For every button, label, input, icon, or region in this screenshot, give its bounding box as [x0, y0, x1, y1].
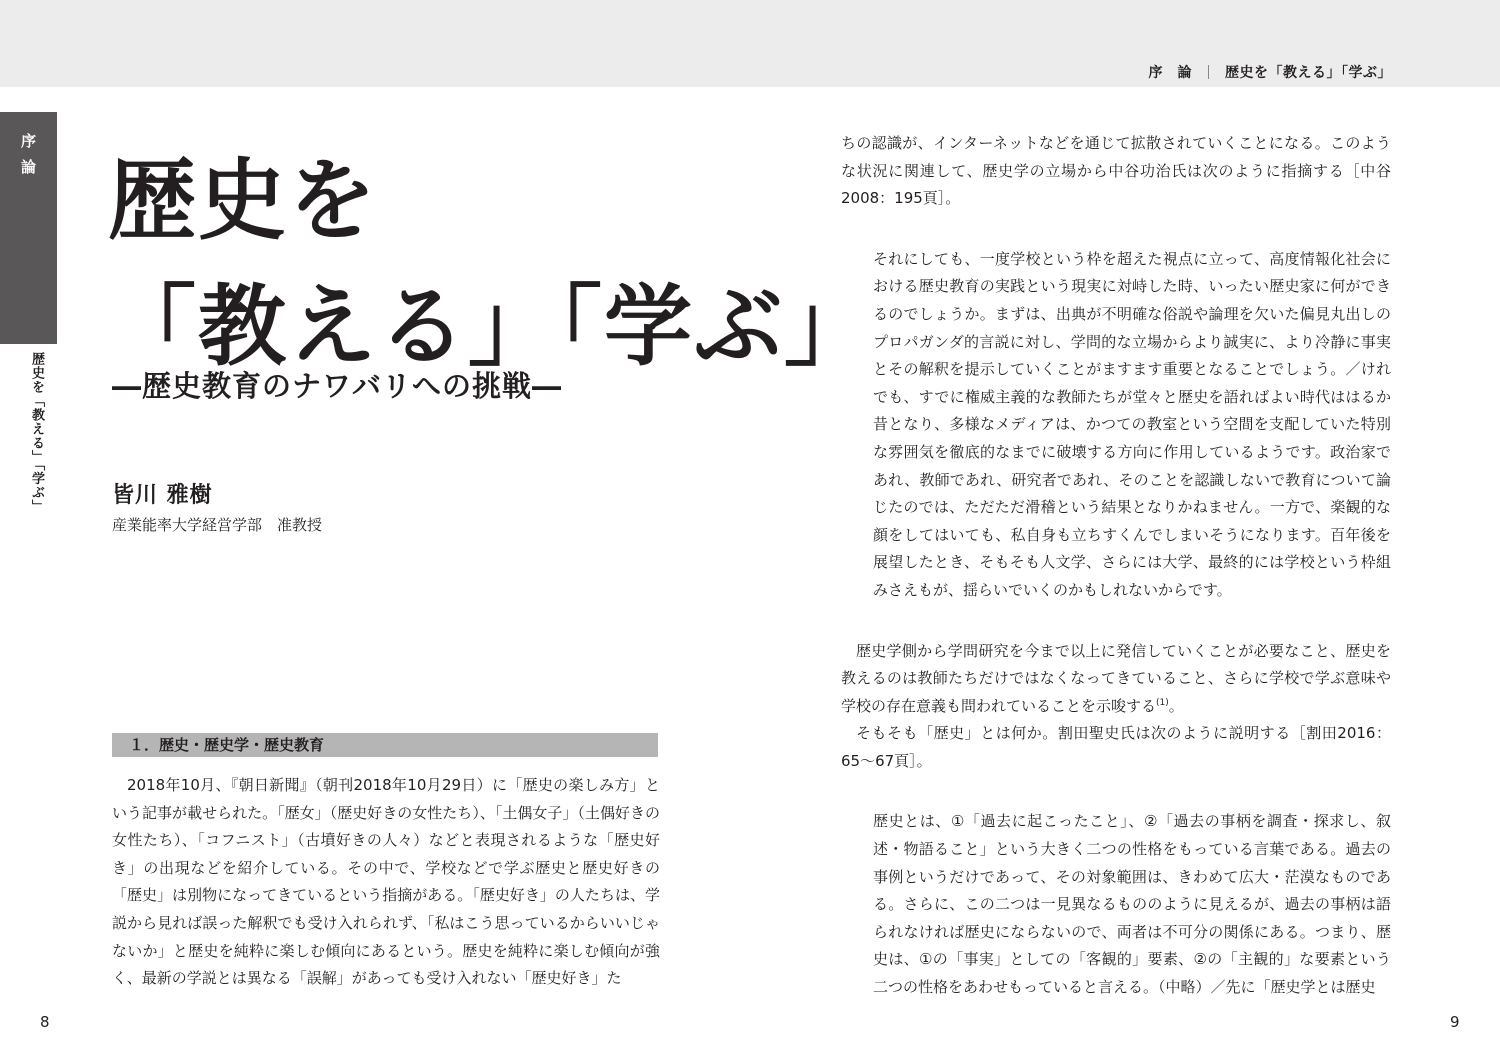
- section-heading: １．歴史・歴史学・歴史教育: [112, 733, 658, 757]
- body-paragraph: [841, 638, 1391, 721]
- right-column-body: [841, 130, 1391, 1002]
- running-header: [1149, 62, 1393, 82]
- body-paragraph-end: 。: [1168, 696, 1184, 715]
- running-header-divider: [1208, 65, 1209, 79]
- body-paragraph-text: 歴史学側から学問研究を今まで以上に発信していくことが必要なこと、歴史を教えるのは教師たちだけではなくなってきていること、さらに学校で学ぶ意味や学校の存在意義も問われていることを示唆する: [841, 641, 1391, 715]
- block-quote: それにしても、一度学校という枠を超えた視点に立って、高度情報化社会における歴史教育の実践という現実に対峙した時、いったい歴史家に何ができるのでしょうか。まずは、出典が不明確な俗説や論理を欠いた偏見丸出しのプロパガンダ的言説に対し、学問的な立場からより誠実に、より冷静に事実とその解釈を提示していくことがますます重要となることでしょう。／けれでも、すでに権威主義的な教師たちが堂々と歴史を語ればよい時代ははるか昔となり、多様なメディアは、かつての教室という空間を支配していた特別な雰囲気を徹底的なまでに破壊する方向に作用しているようです。政治家であれ、教師であれ、研究者であれ、そのことを認識しないで教育について論じたのでは、ただただ滑稽という結果となりかねません。一方で、楽観的な顔をしてはいても、私自身も立ちすくんでしまいそうになります。百年後を展望したとき、そもそも人文学、さらには大学、最終的には学校という枠組みさえもが、揺らいでいくのかもしれないからです。: [873, 249, 1391, 599]
- block-quote: 歴史とは、①「過去に起こったこと」、②「過去の事柄を調査・探求し、叙述・物語ること」という大きく二つの性格をもっている言葉である。過去の事例というだけであって、その対象範囲は、きわめて広大・茫漠なものである。さらに、この二つは一見異なるもののように見えるが、過去の事柄は語られなければ歴史にならないので、両者は不可分の関係にある。つまり、歴史は、①の「事実」としての「客観的」要素、②の「主観的」な要素という二つの性格をあわせもっていると言える。（中略）／先に「歴史学とは歴史: [873, 812, 1391, 997]
- article-title: [108, 138, 874, 390]
- page-number-left: 8: [40, 1013, 50, 1031]
- running-header-title: 歴史を「教える」「学ぶ」: [1225, 65, 1392, 81]
- side-tab-char: 論: [20, 158, 36, 176]
- side-vertical-title: 歴史を「教える」「学ぶ」: [29, 352, 44, 514]
- body-paragraph: 2018年10月、『朝日新聞』（朝刊2018年10月29日）に「歴史の楽しみ方」という記事が載せられた。「歴女」（歴史好きの女性たち）、「土偶女子」（土偶好きの女性たち）、「コフニスト」（古墳好きの人々）などと表現されるような「歴史好き」の出現などを紹介している。その中で、学校などで学ぶ歴史と歴史好きの「歴史」は別物になってきているという指摘がある。「歴史好き」の人たちは、学説から見れば誤った解釈でも受け入れられず、「私はこう思っているからいいじゃないか」と歴史を純粋に楽しむ傾向にあるという。歴史を純粋に楽しむ傾向が強く、最新の学説とは異なる「誤解」があっても受け入れない「歴史好き」た: [112, 776, 660, 988]
- article-subtitle: ―歴史教育のナワバリへの挑戦―: [112, 369, 563, 403]
- author-name: 皆川 雅樹: [112, 483, 213, 508]
- left-column-body: [112, 772, 660, 993]
- article-title-line1: 歴史を: [108, 149, 379, 252]
- side-section-tab: [0, 112, 57, 344]
- body-paragraph: そもそも「歴史」とは何か。割田聖史氏は次のように説明する［割田2016：65～67頁］。: [841, 724, 1391, 770]
- footnote-ref: (1): [1156, 697, 1169, 708]
- body-paragraph: ちの認識が、インターネットなどを通じて拡散されていくことになる。このような状況に関連して、歴史学の立場から中谷功治氏は次のように指摘する［中谷2008：195頁］。: [841, 134, 1391, 208]
- running-header-section: 序 論: [1148, 65, 1192, 81]
- article-title-line2: 「教える」「学ぶ」: [108, 275, 875, 378]
- page-number-right: 9: [1450, 1013, 1460, 1031]
- side-tab-char: 序: [20, 132, 36, 150]
- author-affiliation: 産業能率大学経営学部 准教授: [112, 516, 323, 534]
